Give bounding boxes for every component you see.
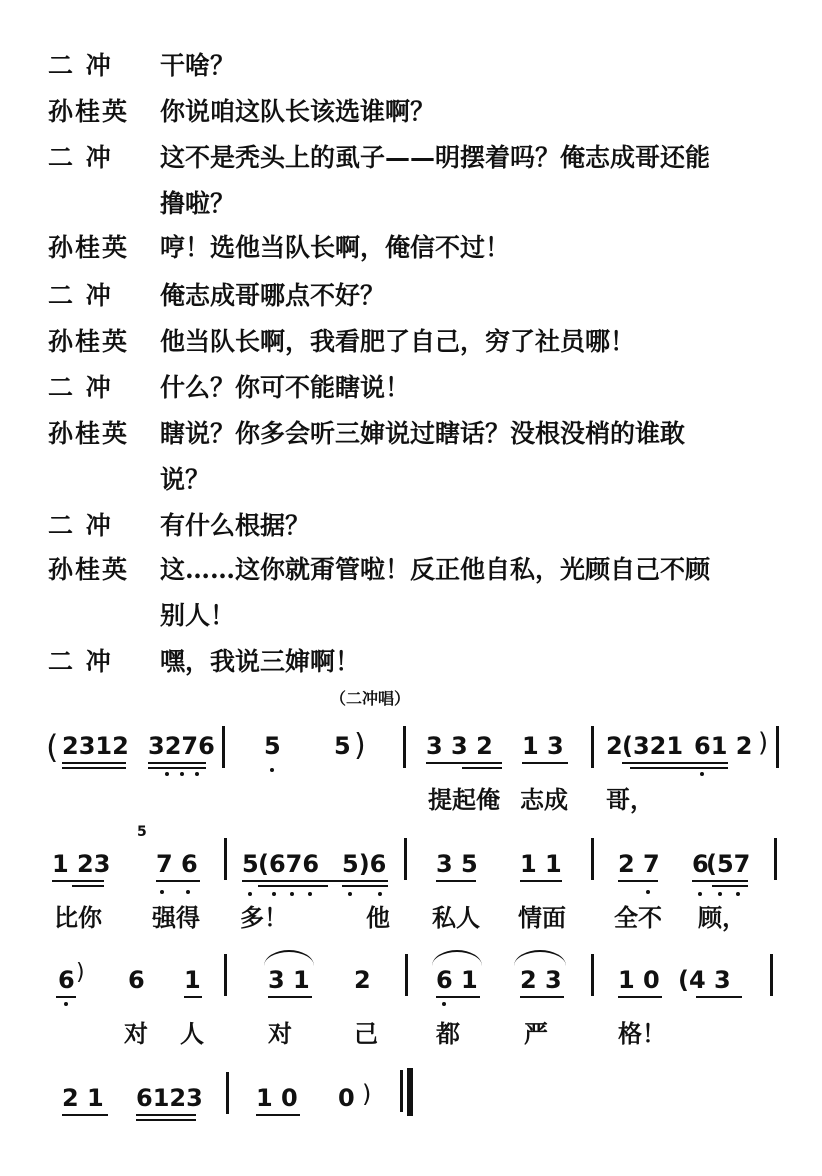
lyric: 严	[524, 1019, 548, 1048]
score-note: 1 3	[522, 732, 564, 760]
lyric: 对	[124, 1019, 148, 1048]
underline	[696, 996, 742, 998]
line-text: 有什么根据？	[160, 511, 311, 540]
bar-line	[591, 726, 594, 768]
bar-line	[404, 838, 407, 880]
speaker: 二 冲	[48, 373, 113, 402]
line-text: 瞎说？你多会听三婶说过瞎话？没根没梢的谁敢	[160, 419, 686, 448]
lyric: 强得	[152, 903, 200, 932]
bar-line	[405, 954, 408, 996]
underline	[62, 767, 126, 769]
underline	[520, 996, 564, 998]
lyric: 志成	[520, 785, 568, 814]
underline	[62, 1114, 108, 1116]
slur	[514, 950, 566, 966]
octave-dot	[195, 772, 199, 776]
score-note: 5	[264, 732, 281, 760]
score-row-2	[0, 824, 822, 942]
score-note: 2 1	[62, 1084, 104, 1112]
lyric: 格！	[618, 1019, 666, 1048]
score-note: 6	[128, 966, 145, 994]
score-note: 6123	[136, 1084, 203, 1112]
score-paren: )	[354, 728, 366, 763]
score-note: 1 23	[52, 850, 111, 878]
score-note: 3276	[148, 732, 215, 760]
line-text: 哼！选他当队长啊，俺信不过！	[160, 233, 511, 262]
octave-dot	[646, 890, 650, 894]
octave-dot	[442, 1002, 446, 1006]
octave-dot	[348, 892, 352, 896]
speaker: 孙桂英	[48, 419, 130, 448]
underline	[692, 880, 748, 882]
octave-dot	[698, 892, 702, 896]
score-note: (321	[622, 732, 684, 760]
score-note: 3 3 2	[426, 732, 493, 760]
score-note: 1 0	[618, 966, 660, 994]
underline	[436, 996, 480, 998]
underline	[462, 767, 502, 769]
score-row-1	[0, 720, 822, 830]
slur	[264, 950, 314, 966]
underline	[520, 880, 562, 882]
octave-dot	[308, 892, 312, 896]
underline	[618, 880, 658, 882]
speaker: 孙桂英	[48, 327, 130, 356]
speaker: 孙桂英	[48, 555, 130, 584]
line-text: 他当队长啊，我看肥了自己，穷了社员哪！	[160, 327, 636, 356]
line-text: 你说咱这队长该选谁啊？	[160, 97, 436, 126]
score-note: 3 5	[436, 850, 478, 878]
underline	[148, 762, 206, 764]
underline	[56, 996, 76, 998]
underline	[618, 996, 662, 998]
score-note: 3 1	[268, 966, 310, 994]
octave-dot	[165, 772, 169, 776]
octave-dot	[270, 768, 274, 772]
score-note: 6	[58, 966, 75, 994]
score-note: (676	[258, 850, 320, 878]
line-continuation: 撸啦？	[160, 189, 236, 218]
lyric: 情面	[518, 903, 566, 932]
line-text: 嘿，我说三婶啊！	[160, 647, 361, 676]
octave-dot	[64, 1002, 68, 1006]
score-note: 2 7	[618, 850, 660, 878]
underline	[256, 1114, 300, 1116]
octave-dot	[160, 890, 164, 894]
lyric: 多！	[240, 903, 288, 932]
underline	[136, 1114, 196, 1116]
underline	[72, 885, 104, 887]
score-note: 2 3	[520, 966, 562, 994]
line-continuation: 别人！	[160, 601, 236, 630]
lyric: 提起俺	[428, 785, 500, 814]
underline	[258, 885, 328, 887]
speaker: 二 冲	[48, 647, 113, 676]
octave-dot	[736, 892, 740, 896]
bar-line	[776, 726, 779, 768]
underline	[136, 1119, 196, 1121]
score-note: 0	[338, 1084, 355, 1112]
speaker: 二 冲	[48, 281, 113, 310]
score-note: 2	[606, 732, 623, 760]
octave-dot	[272, 892, 276, 896]
underline	[712, 885, 748, 887]
score-note: 2	[354, 966, 371, 994]
score-paren: )	[76, 960, 85, 985]
line-text: 这不是秃头上的虱子——明摆着吗？俺志成哥还能	[160, 143, 711, 172]
underline	[52, 880, 104, 882]
underline	[242, 880, 388, 882]
lyric: 全不	[614, 903, 662, 932]
score-paren: (	[46, 728, 59, 766]
line-continuation: 说？	[160, 465, 211, 494]
octave-dot	[180, 772, 184, 776]
score-note: 5	[334, 732, 351, 760]
lyric: 都	[436, 1019, 460, 1048]
line-text: 干啥？	[160, 51, 236, 80]
lyric: 人	[180, 1019, 204, 1048]
underline	[436, 880, 476, 882]
bar-line	[226, 1072, 229, 1114]
underline	[522, 762, 568, 764]
grace-note: 5	[137, 824, 147, 840]
lyric: 顾，	[698, 903, 746, 932]
speaker: 二 冲	[48, 143, 113, 172]
bar-line	[774, 838, 777, 880]
score-note: 6	[692, 850, 709, 878]
score-note: (4 3	[678, 966, 731, 994]
score-note: 2312	[62, 732, 129, 760]
slur	[432, 950, 482, 966]
speaker: 孙桂英	[48, 233, 130, 262]
underline	[62, 762, 126, 764]
octave-dot	[248, 892, 252, 896]
score-note: 7 6	[156, 850, 198, 878]
score-note: 5	[242, 850, 259, 878]
score-paren: )	[758, 728, 769, 758]
octave-dot	[290, 892, 294, 896]
octave-dot	[700, 772, 704, 776]
underline	[148, 767, 206, 769]
underline	[184, 996, 202, 998]
lyric: 己	[354, 1019, 378, 1048]
speaker: 孙桂英	[48, 97, 130, 126]
bar-line	[224, 838, 227, 880]
bar-line	[591, 838, 594, 880]
score-note: 1 0	[256, 1084, 298, 1112]
lyric: 比你	[54, 903, 102, 932]
speaker: 二 冲	[48, 511, 113, 540]
score-row-4	[0, 1066, 822, 1176]
score-note: 1	[184, 966, 201, 994]
line-text: 这……这你就甭管啦！反正他自私，光顾自己不顾	[160, 555, 711, 584]
score-note: (57	[706, 850, 751, 878]
score-note: 61 2	[694, 732, 753, 760]
bar-line	[770, 954, 773, 996]
line-text: 什么？你可不能瞎说！	[160, 373, 411, 402]
singing-label: （二冲唱）	[330, 689, 411, 708]
lyric: 对	[268, 1019, 292, 1048]
underline	[630, 767, 728, 769]
bar-line	[403, 726, 406, 768]
score-note: 6 1	[436, 966, 478, 994]
score-paren: )	[362, 1080, 372, 1108]
speaker: 二 冲	[48, 51, 113, 80]
score-note: 1 1	[520, 850, 562, 878]
underline	[622, 762, 728, 764]
underline	[342, 885, 388, 887]
octave-dot	[378, 892, 382, 896]
line-text: 俺志成哥哪点不好？	[160, 281, 386, 310]
lyric: 私人	[432, 903, 480, 932]
final-bar-thick	[407, 1068, 413, 1116]
octave-dot	[718, 892, 722, 896]
underline	[156, 880, 200, 882]
score-row-3	[0, 946, 822, 1056]
underline	[268, 996, 312, 998]
bar-line	[222, 726, 225, 768]
bar-line	[591, 954, 594, 996]
underline	[426, 762, 502, 764]
score-note: 5)6	[342, 850, 387, 878]
lyric: 哥，	[606, 785, 654, 814]
octave-dot	[186, 890, 190, 894]
bar-line	[224, 954, 227, 996]
final-bar-thin	[400, 1070, 403, 1112]
lyric: 他	[366, 903, 390, 932]
